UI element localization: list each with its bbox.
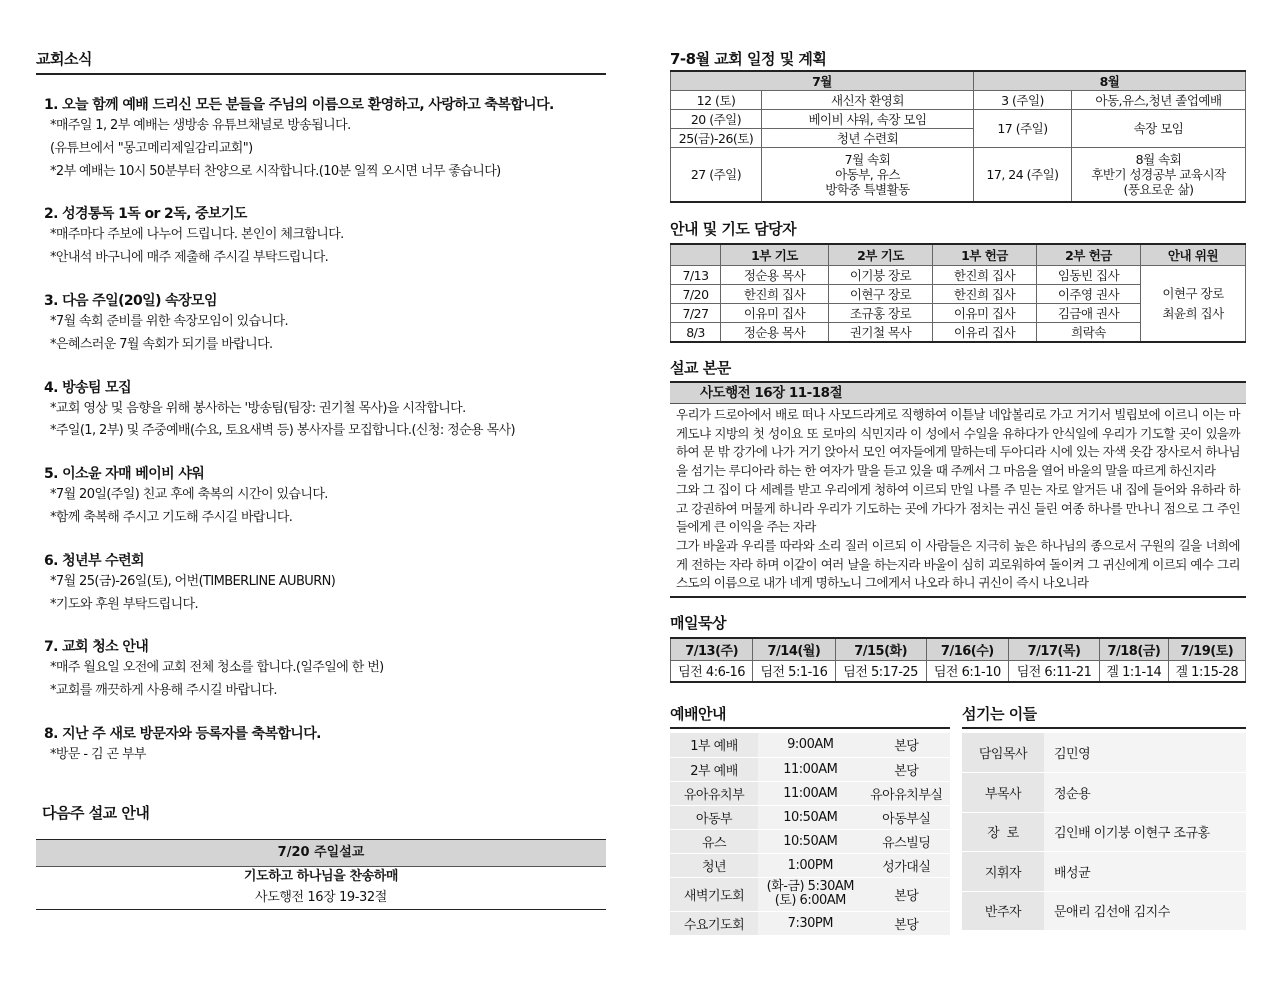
- news-line: *매주 월요일 오전에 교회 전체 청소를 합니다.(일주일에 한 번): [50, 660, 384, 676]
- table-row: [670, 805, 950, 829]
- daily-day: 7/17(목): [1008, 638, 1099, 660]
- table-row: [962, 733, 1246, 773]
- table-row: [962, 773, 1246, 813]
- servant-names: 문애리 김선애 김지수: [1044, 891, 1246, 931]
- news-line: *기도와 후원 부탁드립니다.: [50, 596, 199, 612]
- news-title: 4. 방송팀 모집: [44, 379, 132, 396]
- worship-place: 유아유치부실: [863, 781, 950, 805]
- table-row: [670, 911, 950, 935]
- worship-place: 본당: [863, 757, 950, 781]
- servant-role: 부목사: [962, 773, 1044, 813]
- table-row: [962, 891, 1246, 931]
- sermon-heading: 설교 본문: [670, 359, 731, 377]
- news-title: 2. 성경통독 1독 or 2독, 중보기도: [44, 206, 247, 223]
- prayer-second: 이기붕 장로: [829, 266, 933, 285]
- prayer-date: 7/20: [671, 285, 721, 304]
- aug-date: 3 (주일): [974, 91, 1072, 110]
- offering-second: 이주영 권사: [1037, 285, 1141, 304]
- bottom-row: [670, 703, 1246, 936]
- prayer-first: 정순용 목사: [721, 266, 829, 285]
- july-event: 베이비 샤워, 속장 모임: [762, 110, 974, 129]
- col-header: 2부 헌금: [1037, 244, 1141, 266]
- prayer-first: 이유미 집사: [721, 304, 829, 323]
- ushers: 이현구 장로 최윤희 집사: [1141, 266, 1246, 343]
- news-item: [36, 464, 606, 530]
- daily-reading: 딤전 4:6-16: [671, 660, 753, 682]
- sermon-box: [670, 381, 1246, 598]
- news-item: [36, 551, 606, 617]
- offering-second: 희락속: [1037, 323, 1141, 343]
- worship-place: 성가대실: [863, 853, 950, 877]
- worship-time: 9:00AM: [758, 733, 863, 757]
- worship-time: 7:30PM: [758, 911, 863, 935]
- prayer-first: 한진희 집사: [721, 285, 829, 304]
- news-line: *매주마다 주보에 나누어 드립니다. 본인이 체크합니다.: [50, 227, 344, 243]
- daily-header-row: [671, 638, 1246, 660]
- offering-first: 한진희 집사: [933, 285, 1037, 304]
- table-row: [671, 660, 1246, 682]
- next-sermon-box: [36, 839, 606, 910]
- news-line: *7월 속회 준비를 위한 속장모임이 있습니다.: [50, 313, 289, 329]
- schedule-heading: 7-8월 교회 일정 및 계획: [670, 50, 827, 68]
- servant-role: 담임목사: [962, 733, 1044, 773]
- news-line: *은혜스러운 7월 속회가 되기를 바랍니다.: [50, 336, 273, 352]
- news-title: 1. 오늘 함께 예배 드리신 모든 분들을 주님의 이름으로 환영하고, 사랑하고 축복합니다.: [44, 97, 554, 113]
- table-row: [670, 757, 950, 781]
- servant-role: 장 로: [962, 812, 1044, 852]
- prayer-second: 이현구 장로: [829, 285, 933, 304]
- prayer-date: 7/27: [671, 304, 721, 323]
- prayer-first: 정순용 목사: [721, 323, 829, 343]
- servant-names: 김인배 이기붕 이현구 조규홍: [1044, 812, 1246, 852]
- daily-day: 7/14(월): [753, 638, 835, 660]
- news-item: [36, 204, 606, 270]
- news-line: *교회 영상 및 음향을 위해 봉사하는 '방송팀(팀장: 권기철 목사)을 시작합니다.: [50, 400, 466, 416]
- news-title: 6. 청년부 수련회: [44, 552, 144, 569]
- col-header: 안내 위원: [1141, 244, 1246, 266]
- prayer-date: 8/3: [671, 323, 721, 343]
- news-title: 8. 지난 주 새로 방문자와 등록자를 축복합니다.: [44, 725, 321, 742]
- table-row: [671, 110, 1246, 129]
- july-event: 청년 수련회: [762, 129, 974, 148]
- worship-heading: 예배안내: [670, 703, 950, 729]
- daily-day: 7/16(수): [926, 638, 1008, 660]
- prayer-date: 7/13: [671, 266, 721, 285]
- worship-section: [670, 703, 950, 936]
- next-sermon-date: 7/20 주일설교: [36, 840, 606, 867]
- daily-day: 7/19(토): [1168, 638, 1245, 660]
- col-header: [671, 244, 721, 266]
- table-row: [670, 853, 950, 877]
- worship-time: 10:50AM: [758, 805, 863, 829]
- servants-heading: 섬기는 이들: [962, 703, 1246, 729]
- worship-name: 2부 예배: [670, 757, 758, 781]
- july-event: 새신자 환영회: [762, 91, 974, 110]
- worship-place: 본당: [863, 911, 950, 935]
- servants-table: [962, 733, 1246, 931]
- sermon-text: 우리가 드로아에서 배로 떠나 사모드라게로 직행하여 이튿날 네압볼리로 가고 거기서 빌립보에 이르니 이는 마게도냐 지방의 첫 성이요 또 로마의 식민지라 이 성에서 수일을 유하다가 안식일에 우리가 기도할 곳이 있을까 하여 문 밖 강가에 나가 거기 앉아서 모인 여자들에게 말하는데 두아디라 시에 있는 자색 옷감 장사로서 하나님을 섬기는 루디아라 하는 한 여자가 말을 듣고 있을 때 주께서 그 마음을 열어 바울의 말을 따르게 하신지라 그와 그 집이 다 세례를 받고 우리에게 청하여 이르되 만일 나를 주 믿는 자로 알거든 내 집에 들어와 유하라 하고 강권하여 머물게 하니라 우리가 기도하는 곳에 가다가 점치는 귀신 들린 여종 하나를 만나니 점으로 그 주인들에게 큰 이익을 주는 자라 그가 바울과 우리를 따라와 소리 질러 이르되 이 사람들은 지극히 높은 하나님의 종으로서 구원의 길을 너희에게 전하는 자라 하며 이같이 여러 날을 하는지라 바울이 심히 괴로워하여 돌이켜 그 귀신에게 이르되 예수 그리스도의 이름으로 내가 네게 명하노니 그에게서 나오라 하니 귀신이 즉시 나오니라: [676, 407, 1240, 591]
- news-line: *2부 예배는 10시 50분부터 찬양으로 시작합니다.(10분 일찍 오시면 너무 좋습니다): [50, 163, 501, 179]
- news-title: 3. 다음 주일(20일) 속장모임: [44, 292, 217, 309]
- servants-section: [962, 703, 1246, 936]
- daily-day: 7/13(주): [671, 638, 753, 660]
- july-date: 12 (토): [671, 91, 762, 110]
- prayer-second: 조규홍 장로: [829, 304, 933, 323]
- news-item: [36, 724, 606, 767]
- left-column: [36, 48, 606, 910]
- july-event: 7월 속회 아동부, 유스 방학중 특별활동: [762, 148, 974, 202]
- worship-time: 10:50AM: [758, 829, 863, 853]
- daily-reading: 겔 1:1-14: [1100, 660, 1168, 682]
- worship-time: 11:00AM: [758, 781, 863, 805]
- servant-names: 정순용: [1044, 773, 1246, 813]
- worship-place: 본당: [863, 877, 950, 911]
- next-sermon-heading: 다음주 설교 안내: [42, 803, 150, 822]
- prayer-table: [670, 243, 1246, 344]
- offering-second: 김금애 권사: [1037, 304, 1141, 323]
- news-line: (유튜브에서 "몽고메리제일감리교회"): [50, 140, 253, 156]
- month-july-header: 7월: [671, 71, 974, 91]
- worship-time: 11:00AM: [758, 757, 863, 781]
- worship-place: 유스빌딩: [863, 829, 950, 853]
- news-item: [36, 637, 606, 703]
- daily-heading: 매일묵상: [670, 614, 726, 633]
- news-item: [36, 378, 606, 444]
- news-line: *7월 25(금)-26일(토), 어번(TIMBERLINE AUBURN): [50, 573, 336, 589]
- table-row: [962, 812, 1246, 852]
- worship-name: 수요기도회: [670, 911, 758, 935]
- news-line: *방문 - 김 곤 부부: [50, 746, 146, 762]
- news-item: [36, 95, 606, 183]
- july-date: 25(금)-26(토): [671, 129, 762, 148]
- table-row: [670, 877, 950, 911]
- daily-reading: 겔 1:15-28: [1168, 660, 1245, 682]
- table-row: [670, 829, 950, 853]
- prayer-heading: 안내 및 기도 담당자: [670, 219, 797, 238]
- next-sermon-title: 기도하고 하나님을 찬송하매: [243, 868, 399, 884]
- prayer-header-row: [671, 244, 1246, 266]
- table-row: [671, 148, 1246, 202]
- offering-first: 이유리 집사: [933, 323, 1037, 343]
- daily-day: 7/18(금): [1100, 638, 1168, 660]
- prayer-second: 권기철 목사: [829, 323, 933, 343]
- col-header: 1부 기도: [721, 244, 829, 266]
- news-title: 7. 교회 청소 안내: [44, 639, 149, 656]
- july-date: 20 (주일): [671, 110, 762, 129]
- offering-first: 한진희 집사: [933, 266, 1037, 285]
- news-list: [36, 95, 606, 767]
- worship-time: (화-금) 5:30AM (토) 6:00AM: [758, 877, 863, 911]
- table-row: [671, 266, 1246, 285]
- daily-reading: 딤전 5:17-25: [835, 660, 926, 682]
- right-column: [670, 48, 1246, 936]
- table-row: [671, 91, 1246, 110]
- worship-name: 새벽기도회: [670, 877, 758, 911]
- daily-reading: 딤전 6:1-10: [926, 660, 1008, 682]
- servant-names: 김민영: [1044, 733, 1246, 773]
- aug-date: 17 (주일): [974, 110, 1072, 148]
- worship-name: 청년: [670, 853, 758, 877]
- aug-date: 17, 24 (주일): [974, 148, 1072, 202]
- offering-first: 이유미 집사: [933, 304, 1037, 323]
- worship-name: 유아유치부: [670, 781, 758, 805]
- july-date: 27 (주일): [671, 148, 762, 202]
- daily-reading: 딤전 5:1-16: [753, 660, 835, 682]
- worship-time: 1:00PM: [758, 853, 863, 877]
- worship-name: 아동부: [670, 805, 758, 829]
- daily-day: 7/15(화): [835, 638, 926, 660]
- news-line: *7월 20일(주일) 친교 후에 축복의 시간이 있습니다.: [50, 487, 328, 503]
- aug-event: 속장 모임: [1072, 110, 1246, 148]
- servant-role: 반주자: [962, 891, 1044, 931]
- news-line: *안내석 바구니에 매주 제출해 주시길 부탁드립니다.: [50, 250, 329, 266]
- schedule-header-row: [671, 71, 1246, 91]
- news-line: *주일(1, 2부) 및 주중예배(수요, 토요새벽 등) 봉사자를 모집합니다.(신청: 정순용 목사): [50, 423, 515, 439]
- daily-reading: 딤전 6:11-21: [1008, 660, 1099, 682]
- table-row: [962, 852, 1246, 892]
- servant-role: 지휘자: [962, 852, 1044, 892]
- news-title: 5. 이소윤 자매 베이비 샤워: [44, 466, 205, 483]
- aug-event: 아동,유스,청년 졸업예배: [1072, 91, 1246, 110]
- worship-table: [670, 733, 950, 936]
- col-header: 1부 헌금: [933, 244, 1037, 266]
- next-sermon-reference: 사도행전 16장 19-32절: [255, 889, 387, 905]
- servant-names: 배성균: [1044, 852, 1246, 892]
- offering-second: 임동빈 집사: [1037, 266, 1141, 285]
- news-heading: 교회소식: [36, 48, 606, 75]
- worship-place: 본당: [863, 733, 950, 757]
- daily-table: [670, 637, 1246, 683]
- table-row: [670, 781, 950, 805]
- table-row: [670, 733, 950, 757]
- worship-place: 아동부실: [863, 805, 950, 829]
- col-header: 2부 기도: [829, 244, 933, 266]
- aug-event: 8월 속회 후반기 성경공부 교육시작 (풍요로운 삶): [1072, 148, 1246, 202]
- news-line: *매주일 1, 2부 예배는 생방송 유튜브채널로 방송됩니다.: [50, 118, 351, 133]
- worship-name: 유스: [670, 829, 758, 853]
- news-line: *함께 축복해 주시고 기도해 주시길 바랍니다.: [50, 509, 293, 525]
- news-line: *교회를 깨끗하게 사용해 주시길 바랍니다.: [50, 683, 277, 699]
- sermon-reference: 사도행전 16장 11-18절: [670, 383, 1246, 404]
- month-aug-header: 8월: [974, 71, 1246, 91]
- worship-name: 1부 예배: [670, 733, 758, 757]
- news-item: [36, 291, 606, 357]
- schedule-table: [670, 70, 1246, 203]
